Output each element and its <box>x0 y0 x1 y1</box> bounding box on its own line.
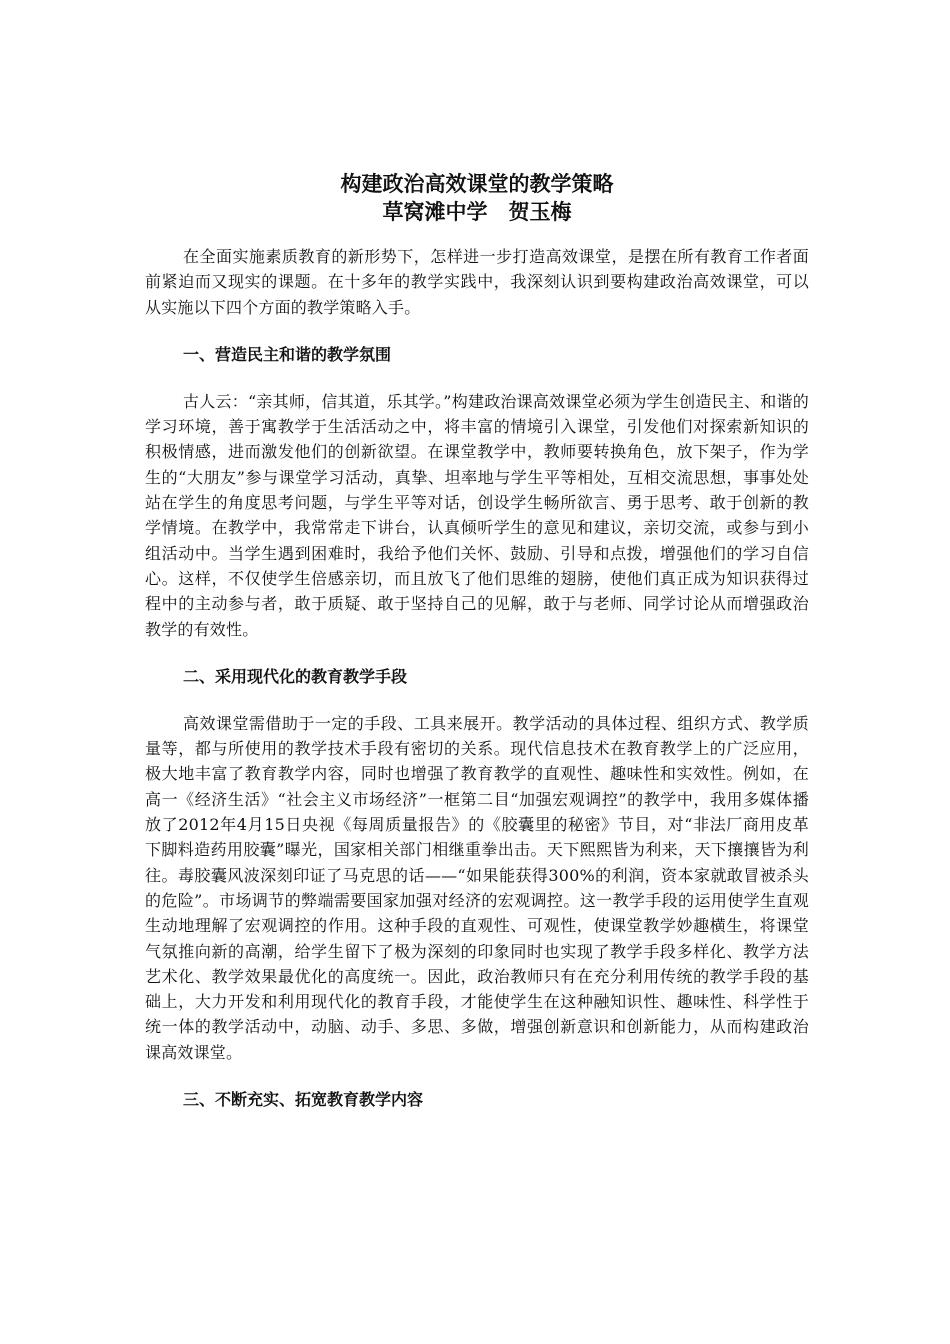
document-title: 构建政治高效课堂的教学策略 <box>340 172 614 196</box>
section-heading: 一、营造民主和谐的教学氛围 <box>183 344 392 364</box>
document-page <box>145 170 809 1134</box>
section-paragraph: 古人云：“亲其师，信其道，乐其学。”构建政治课高效课堂必须为学生创造民主、和谐的学习环境，善于寓教学于生活活动之中，将丰富的情境引入课堂，引发他们对探索新知识的积极情感，进而激发他们的创新欲望。在课堂教学中，教师要转换角色，放下架子，作为学生的“大朋友”参与课堂学习活动，真挚、坦率地与学生平等相处，互相交流思想，事事处处站在学生的角度思考问题，与学生平等对话，创设学生畅所欲言、勇于思考、敢于创新的教学情境。在教学中，我常常走下讲台，认真倾听学生的意见和建议，亲切交流，或参与到小组活动中。当学生遇到困难时，我给予他们关怀、鼓励、引导和点拨，增强他们的学习自信心。这样，不仅使学生倍感亲切，而且放飞了他们思维的翅膀，使他们真正成为知识获得过程中的主动参与者，敢于质疑、敢于坚持自己的见解，敢于与老师、同学讨论从而增强政治教学的有效性。 <box>145 391 809 639</box>
section-heading: 二、采用现代化的教育教学手段 <box>183 666 408 686</box>
author-line: 草窝滩中学 贺玉梅 <box>382 200 572 224</box>
title-block <box>145 170 809 226</box>
intro-paragraph: 在全面实施素质教育的新形势下，怎样进一步打造高效课堂，是摆在所有教育工作者面前紧迫而又现实的课题。在十多年的教学实践中，我深刻认识到要构建政治高效课堂，可以从实施以下四个方面的教学策略入手。 <box>145 247 809 317</box>
section-heading: 三、不断充实、拓宽教育教学内容 <box>183 1090 424 1110</box>
section-paragraph: 高效课堂需借助于一定的手段、工具来展开。教学活动的具体过程、组织方式、教学质量等，都与所使用的教学技术手段有密切的关系。现代信息技术在教育教学上的广泛应用，极大地丰富了教育教学内容，同时也增强了教育教学的直观性、趣味性和实效性。例如，在高一《经济生活》“社会主义市场经济”一框第二目“加强宏观调控”的教学中，我用多媒体播放了2012年4月15日央视《每周质量报告》的《胶囊里的秘密》节目，对“非法厂商用皮革下脚料造药用胶囊”曝光，国家相关部门相继重拳出击。天下熙熙皆为利来，天下攘攘皆为利往。毒胶囊风波深刻印证了马克思的话——“如果能获得300%的利润，资本家就敢冒被杀头的危险”。市场调节的弊端需要国家加强对经济的宏观调控。这一教学手段的运用使学生直观生动地理解了宏观调控的作用。这种手段的直观性、可观性，使课堂教学妙趣横生，将课堂气氛推向新的高潮，给学生留下了极为深刻的印象同时也实现了教学手段多样化、教学方法艺术化、教学效果最优化的高度统一。因此，政治教师只有在充分利用传统的教学手段的基础上，大力开发和利用现代化的教育手段，才能使学生在这种融知识性、趣味性、科学性于统一体的教学活动中，动脑、动手、多思、多做，增强创新意识和创新能力，从而构建政治课高效课堂。 <box>145 713 809 1062</box>
